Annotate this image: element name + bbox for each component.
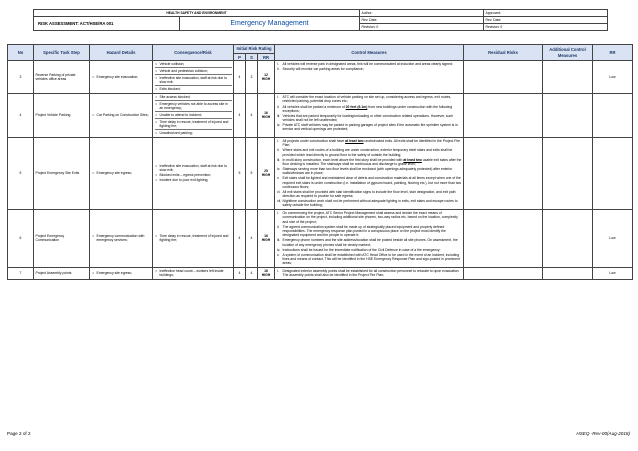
row-number: 5 (8, 137, 34, 209)
control-item (277, 248, 462, 252)
control-item (277, 95, 462, 104)
task-step: Project Vehicle Parking (34, 93, 90, 137)
row-number: 6 (8, 209, 34, 267)
hazard-item: • Emergency site egress; (92, 171, 151, 175)
hazard-details (90, 137, 153, 209)
control-text: All vehicles shall be parked a minimum of 20 feet (6.1m) from new buildings under construction with the following exceptions; (282, 104, 453, 113)
col-s: S (246, 54, 258, 61)
control-text: ATC will consider the exact location of vehicle parking on site set up, considering access and egress, exit routes, restricted parking, potential drop zones etc.; (282, 95, 452, 104)
consequence-item: • Unable to attend to incident; (155, 113, 232, 119)
consequence-list (155, 95, 232, 135)
hazard-list (92, 75, 151, 79)
control-item (277, 199, 462, 208)
table-row (8, 137, 633, 209)
control-list (277, 62, 462, 71)
hazard-list (92, 171, 151, 175)
probability-value: 5 (234, 137, 246, 209)
severity-value: 5 (246, 137, 258, 209)
consequence-item: • Emergency vehicles not able to access site in an emergency; (155, 102, 232, 112)
risk-level: HIGH (261, 173, 271, 178)
control-item (277, 123, 462, 132)
consequence-item: • Blocked exits – egress prevention; (155, 173, 232, 177)
control-item (277, 253, 462, 266)
rev-date-cell-2: Rev. Date: (484, 17, 608, 24)
consequence-risk (153, 93, 234, 137)
control-text: Where stairs and exit routes of a building are under construction, exterior temporary steel stairs and exits shall be provided which lead directly to ground floor to the safety of outside the building; (282, 148, 453, 157)
control-item (277, 62, 462, 66)
consequence-risk (153, 267, 234, 279)
hazard-list (92, 271, 151, 275)
control-text: Emergency phone numbers and the site address/location shall be posted beside all site phones. On assessment, the location of any emergency phones shall be clearly marked; (282, 238, 458, 247)
control-text: In multi-story construction, each level above the first story shall be provided with at least two usable exit stairs after the floor decking is installed. The stairways shall be continuous and discharge to grade level; (282, 157, 462, 166)
roman-numeral: iii. (277, 157, 281, 162)
control-text: Security will monitor car parking areas for compliance; (282, 67, 364, 72)
consequence-list (155, 62, 232, 92)
additional-controls (543, 267, 593, 279)
roman-numeral: i. (277, 62, 279, 67)
roman-numeral: v. (277, 176, 280, 181)
col-residual: Residual Risks (464, 45, 543, 61)
additional-controls (543, 61, 593, 94)
approved-cell: Approved: (484, 10, 608, 17)
hazard-details (90, 267, 153, 279)
task-step: Reverse Parking of private vehicles office areas (34, 61, 90, 94)
residual-risks (464, 61, 543, 94)
table-row (8, 93, 633, 137)
control-item (277, 167, 462, 176)
residual-risks (464, 93, 543, 137)
col-no: No (8, 45, 34, 61)
col-additional: Additional Control Measures (543, 45, 593, 61)
control-list (277, 139, 462, 208)
col-consequence: Consequence/Risk (153, 45, 234, 61)
roman-numeral: iii. (277, 113, 281, 118)
revision-cell: Revision: 0 (360, 24, 484, 31)
rev-date-cell: Rev. Date: (360, 17, 484, 24)
col-task: Specific Task Step (34, 45, 90, 61)
roman-numeral: ii. (277, 148, 280, 153)
risk-level: HIGH (261, 76, 271, 81)
roman-numeral: iv. (277, 247, 281, 252)
row-number: 7 (8, 267, 34, 279)
control-text: The agreed communication system shall be made up of strategically placed equipment and properly defined responsibilities. The emergency response plan posted in a conspicuous place on the project must identify the designated equipment and the people to operate it; (282, 224, 446, 238)
hazard-details (90, 61, 153, 94)
initial-risk-rating (258, 137, 275, 209)
control-item (277, 139, 462, 148)
consequence-list (155, 269, 232, 278)
consequence-risk (153, 137, 234, 209)
consequence-risk (153, 61, 234, 94)
additional-controls (543, 209, 593, 267)
control-measures (275, 209, 464, 267)
control-text: Vehicles that are parked temporarily for loading/unloading or other construction related operations. However, such vehicles shall not be left unattended; (282, 113, 454, 123)
probability-value: 4 (234, 93, 246, 137)
roman-numeral: v. (277, 252, 280, 257)
row-number: 4 (8, 93, 34, 137)
risk-score: 16 (264, 234, 268, 239)
hse-heading: HEALTH SAFETY AND ENVIRONMENT (34, 10, 360, 17)
task-step: Project Assembly points (34, 267, 90, 279)
page-number: Page 2 of 2 (7, 431, 31, 436)
risk-score: 12 (264, 72, 268, 77)
control-item (277, 269, 462, 278)
roman-numeral: iv. (277, 166, 281, 171)
roman-numeral: i. (277, 268, 279, 273)
initial-risk-rating (258, 93, 275, 137)
consequence-item: • Vehicle collision; (155, 62, 232, 68)
col-initial-risk: Initial Risk Rating (234, 45, 275, 54)
col-control: Control Measures (275, 45, 464, 61)
hazard-details (90, 93, 153, 137)
risk-level: HIGH (261, 273, 271, 278)
control-item (277, 148, 462, 157)
probability-value: 4 (234, 209, 246, 267)
control-measures (275, 61, 464, 94)
consequence-item: • Incident due to poor exit lighting; (155, 178, 232, 182)
control-measures (275, 137, 464, 209)
document-title: Emergency Management (180, 17, 360, 31)
control-text: Instructions shall be issued for the immediate notification of the Civil Defence in case of a fire emergency; (282, 247, 441, 252)
control-item (277, 190, 462, 199)
control-item (277, 114, 462, 123)
additional-controls (543, 137, 593, 209)
col-hazard: Hazard Details (90, 45, 153, 61)
control-text: Private ATC staff vehicles may be parked in parking garages of project sites if the automatic fire sprinkler system is in service and vertical openings are protected; (282, 123, 458, 132)
risk-level: HIGH (261, 238, 271, 243)
table-row (8, 61, 633, 94)
consequence-item: • Ineffective head count – workers left inside buildings; (155, 269, 232, 278)
document-header (33, 9, 608, 31)
author-cell: Author: (360, 10, 484, 17)
hazard-item: • Emergency site evacuation; (92, 75, 151, 79)
roman-numeral: ii. (277, 104, 280, 109)
control-measures (275, 93, 464, 137)
consequence-list (155, 234, 232, 243)
col-rr: RR (258, 54, 275, 61)
final-risk-rating (593, 93, 633, 137)
residual-risks (464, 209, 543, 267)
risk-assessment-ref: RISK ASSESSMENT: ACT/HSE/RA 001 (34, 17, 180, 31)
consequence-item: • Time delay in rescue, treatment of injured and fighting fire; (155, 234, 232, 243)
control-list (277, 211, 462, 265)
control-item (277, 176, 462, 189)
control-text: On commencing the project, ATC Senior Project Management shall assess and decide the exact means of communication on the project, including additional site phones, two-way radios etc. based on the location, complexity and size of the project; (282, 211, 458, 224)
roman-numeral: i. (277, 211, 279, 216)
roman-numeral: vii. (277, 199, 282, 204)
control-text: Nighttime construction work shall not be performed without adequate lighting in exits, exit stairs and escape routes to safety outside the building; (282, 199, 458, 208)
control-text: Stairways serving more than two floor levels shall be enclosed (with openings adequately protected) after exterior walls/windows are in place; (282, 166, 453, 176)
hazard-item: • Car Parking on Construction Sites; (92, 113, 151, 117)
control-item (277, 67, 462, 71)
control-text: All projects under construction shall have at least two unobstructed exits. All exits shall be identified in the Project Fire Plan; (282, 139, 461, 148)
residual-risks (464, 267, 543, 279)
task-step: Project Emergency Communication (34, 209, 90, 267)
consequence-risk (153, 209, 234, 267)
control-text: All vehicles will reverse park in designated areas, this will be communicated at induction and areas clearly signed; (282, 62, 453, 67)
document-code: HSEQ -Rev-00(Aug-2018) (576, 431, 630, 436)
hazard-item: • Emergency site egress; (92, 271, 151, 275)
control-item (277, 105, 462, 114)
control-measures (275, 267, 464, 279)
roman-numeral: ii. (277, 224, 280, 229)
risk-score: 16 (264, 111, 268, 116)
roman-numeral: ii. (277, 67, 280, 72)
consequence-item: • Ineffective site evacuation, staff at risk due to slow exit; (155, 164, 232, 173)
control-item (277, 211, 462, 224)
consequence-item: • Vehicle and pedestrian collision; (155, 69, 232, 75)
initial-risk-rating (258, 209, 275, 267)
control-item (277, 225, 462, 238)
row-number: 3 (8, 61, 34, 94)
additional-controls (543, 93, 593, 137)
roman-numeral: i. (277, 95, 279, 100)
risk-level: HIGH (261, 115, 271, 120)
col-rr-final: RR (593, 45, 633, 61)
consequence-item: • Unauthorized parking; (155, 131, 232, 136)
hazard-list (92, 234, 151, 243)
severity-value: 4 (246, 209, 258, 267)
hazard-item: • Emergency communication with emergency services; (92, 234, 151, 243)
initial-risk-rating (258, 61, 275, 94)
roman-numeral: i. (277, 139, 279, 144)
severity-value: 4 (246, 267, 258, 279)
probability-value: 4 (234, 61, 246, 94)
severity-value: 4 (246, 93, 258, 137)
control-item (277, 238, 462, 247)
control-text: Exit stairs shall be lighted and maintained clear of debris and construction materials at all times except when one of the required exit stairs is under construction (i.e. installation of gypsum board, painting, flooring etc.), but not more than two continuous floors; (282, 176, 462, 189)
severity-value: 3 (246, 61, 258, 94)
final-risk-rating: Low (593, 267, 633, 279)
residual-risks (464, 137, 543, 209)
initial-risk-rating (258, 267, 275, 279)
control-list (277, 269, 462, 278)
col-p: P (234, 54, 246, 61)
roman-numeral: vi. (277, 189, 281, 194)
probability-value: 4 (234, 267, 246, 279)
risk-score: 16 (264, 268, 268, 273)
hazard-details (90, 209, 153, 267)
table-row (8, 267, 633, 279)
roman-numeral: iii. (277, 238, 281, 243)
final-risk-rating: Low (593, 61, 633, 94)
control-text: All exit stairs shall be provided with stair identification signs to include the floor level, stair designation, and exit path direction as required to provide for safe egress; (282, 189, 456, 199)
roman-numeral: iv. (277, 123, 281, 128)
control-text: A system of communication shall be established with ATC Head Office to be used in the event of an incident, including lines and means of contact. This will be identified in the HSE Emergency Response Plan and sign-posted in prominent areas; (282, 252, 460, 266)
risk-score: 25 (264, 169, 268, 174)
consequence-item: • Exits blocked; (155, 87, 232, 92)
task-step: Project Emergency Site Exits (34, 137, 90, 209)
revision-cell-2: Revision: 0 (484, 24, 608, 31)
consequence-list (155, 164, 232, 182)
control-list (277, 95, 462, 131)
consequence-item: • Time delay in rescue, treatment of injured and fighting fire; (155, 120, 232, 130)
table-row (8, 209, 633, 267)
final-risk-rating: Low (593, 209, 633, 267)
control-text: Designated exterior assembly points shall be established for all construction personnel to relocate to upon evacuation. The assembly points shall also be identified in the Project Fire Plan; (282, 268, 460, 278)
hazard-list (92, 113, 151, 117)
consequence-item: • Site access blocked; (155, 95, 232, 101)
control-item (277, 158, 462, 167)
final-risk-rating (593, 137, 633, 209)
consequence-item: • Ineffective site evacuation, staff at risk due to slow exit; (155, 76, 232, 86)
risk-assessment-table (7, 44, 633, 280)
